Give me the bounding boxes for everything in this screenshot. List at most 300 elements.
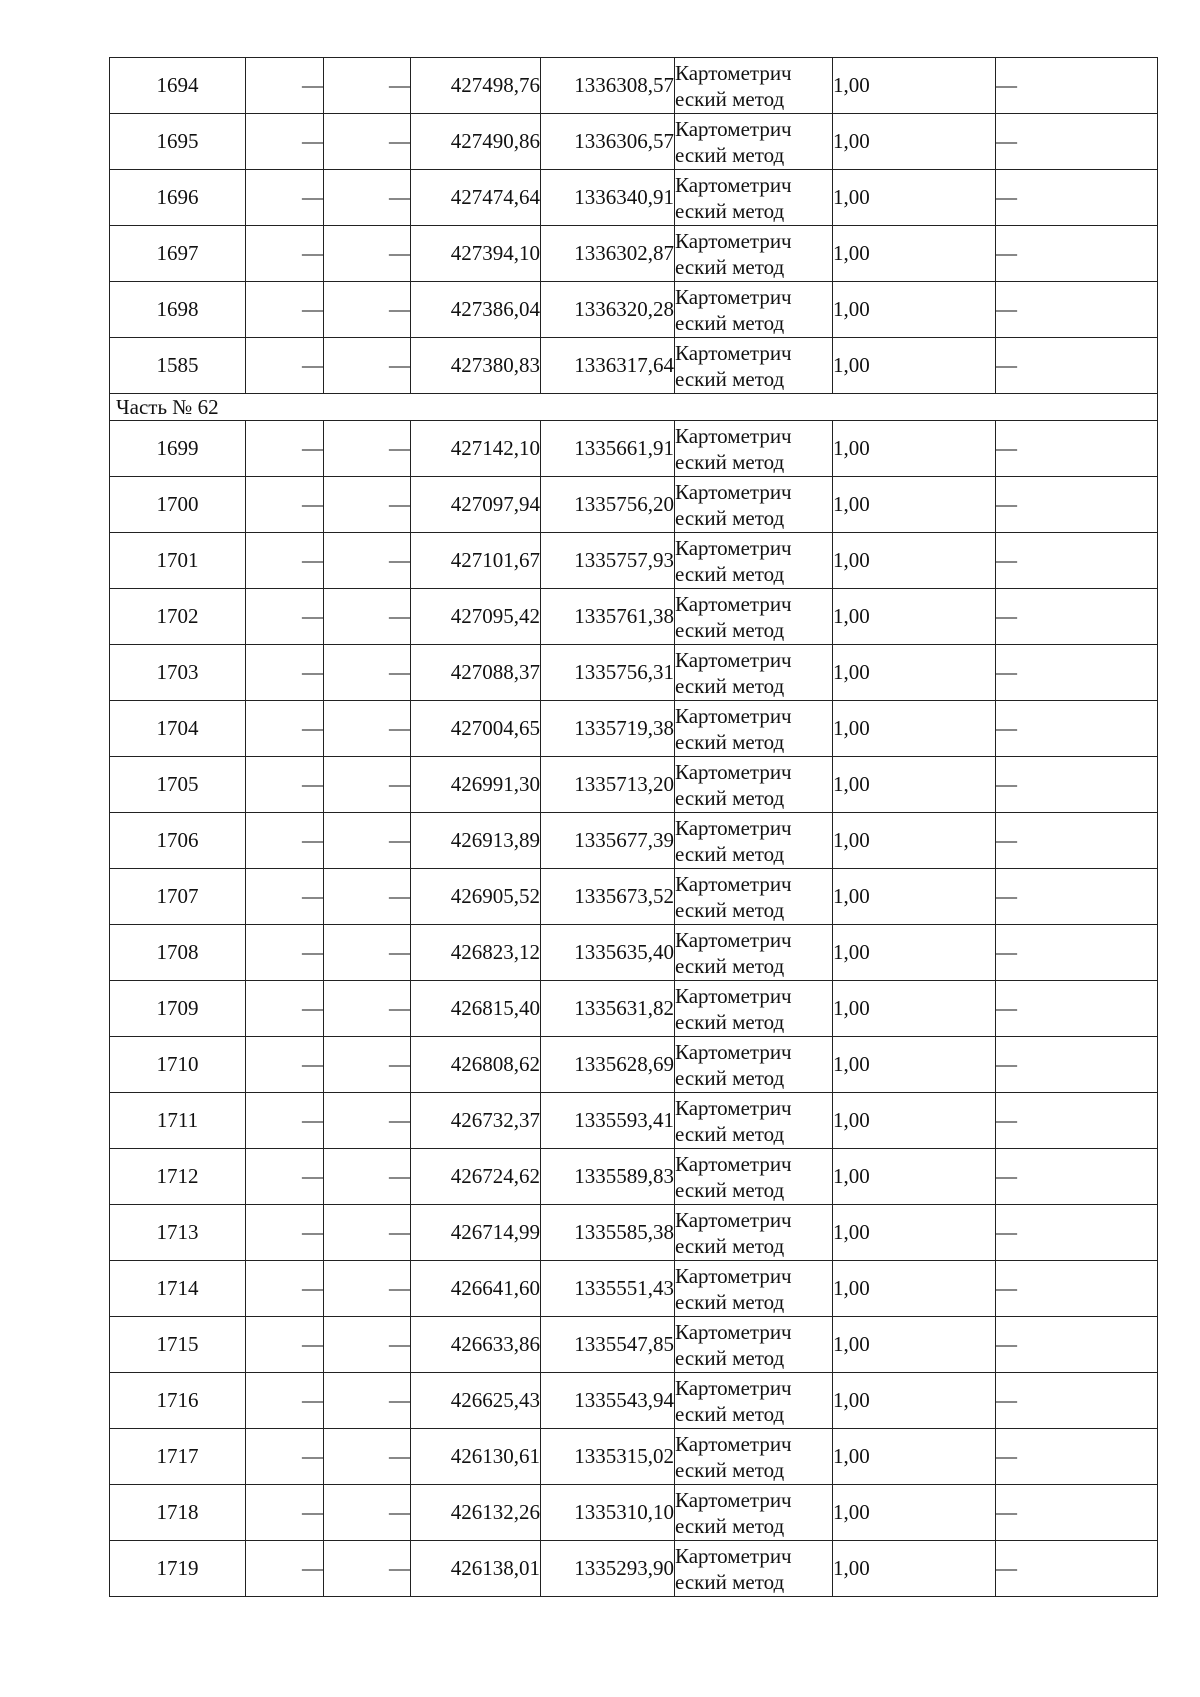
description-cell: — — [996, 226, 1158, 282]
old-x-cell: — — [246, 1149, 324, 1205]
old-x-cell: — — [246, 226, 324, 282]
old-x-cell: — — [246, 589, 324, 645]
old-y-cell: — — [324, 58, 411, 114]
new-x-cell: 427004,65 — [411, 701, 541, 757]
method-cell — [675, 701, 833, 757]
point-number: 1712 — [110, 1149, 246, 1205]
method-cell — [675, 1037, 833, 1093]
point-number: 1585 — [110, 338, 246, 394]
old-y-cell: — — [324, 1093, 411, 1149]
new-y-cell: 1335547,85 — [541, 1317, 675, 1373]
new-x-cell: 426991,30 — [411, 757, 541, 813]
method-line-2: еский метод — [675, 617, 785, 642]
point-number: 1700 — [110, 477, 246, 533]
new-y-cell: 1335310,10 — [541, 1485, 675, 1541]
method-line-2: еский метод — [675, 366, 785, 391]
new-x-cell: 427498,76 — [411, 58, 541, 114]
table-row — [110, 58, 1158, 114]
error-cell: 1,00 — [833, 1037, 996, 1093]
method-line-2: еский метод — [675, 1513, 785, 1538]
point-number: 1710 — [110, 1037, 246, 1093]
method-line-2: еский метод — [675, 1009, 785, 1034]
old-y-cell: — — [324, 226, 411, 282]
description-cell: — — [996, 338, 1158, 394]
new-x-cell: 427095,42 — [411, 589, 541, 645]
new-y-cell: 1335593,41 — [541, 1093, 675, 1149]
method-line-1: Картометрич — [675, 340, 792, 365]
method-line-2: еский метод — [675, 841, 785, 866]
error-cell: 1,00 — [833, 1541, 996, 1597]
method-line-2: еский метод — [675, 310, 785, 335]
description-cell: — — [996, 813, 1158, 869]
old-x-cell: — — [246, 170, 324, 226]
old-x-cell: — — [246, 282, 324, 338]
method-line-2: еский метод — [675, 1233, 785, 1258]
method-cell — [675, 1541, 833, 1597]
description-cell: — — [996, 1093, 1158, 1149]
error-cell: 1,00 — [833, 1205, 996, 1261]
error-cell: 1,00 — [833, 114, 996, 170]
new-x-cell: 426625,43 — [411, 1373, 541, 1429]
new-x-cell: 426724,62 — [411, 1149, 541, 1205]
new-y-cell: 1335673,52 — [541, 869, 675, 925]
table-row — [110, 589, 1158, 645]
point-number: 1717 — [110, 1429, 246, 1485]
method-line-1: Картометрич — [675, 423, 792, 448]
error-cell: 1,00 — [833, 58, 996, 114]
table-row — [110, 226, 1158, 282]
new-x-cell: 427142,10 — [411, 421, 541, 477]
method-cell — [675, 981, 833, 1037]
description-cell: — — [996, 757, 1158, 813]
point-number: 1698 — [110, 282, 246, 338]
new-x-cell: 426641,60 — [411, 1261, 541, 1317]
point-number: 1695 — [110, 114, 246, 170]
method-line-1: Картометрич — [675, 172, 792, 197]
table-row — [110, 1317, 1158, 1373]
method-cell — [675, 1317, 833, 1373]
new-y-cell: 1335628,69 — [541, 1037, 675, 1093]
new-y-cell: 1335315,02 — [541, 1429, 675, 1485]
point-number: 1705 — [110, 757, 246, 813]
method-line-1: Картометрич — [675, 1487, 792, 1512]
new-x-cell: 426905,52 — [411, 869, 541, 925]
error-cell: 1,00 — [833, 645, 996, 701]
method-line-2: еский метод — [675, 1569, 785, 1594]
point-number: 1703 — [110, 645, 246, 701]
method-cell — [675, 226, 833, 282]
method-line-2: еский метод — [675, 198, 785, 223]
old-x-cell: — — [246, 645, 324, 701]
old-x-cell: — — [246, 421, 324, 477]
old-x-cell: — — [246, 1037, 324, 1093]
point-number: 1713 — [110, 1205, 246, 1261]
old-y-cell: — — [324, 282, 411, 338]
method-cell — [675, 589, 833, 645]
old-y-cell: — — [324, 1037, 411, 1093]
new-x-cell: 426815,40 — [411, 981, 541, 1037]
error-cell: 1,00 — [833, 813, 996, 869]
old-x-cell: — — [246, 1317, 324, 1373]
method-cell — [675, 1205, 833, 1261]
table-row — [110, 1429, 1158, 1485]
table-row — [110, 1261, 1158, 1317]
method-cell — [675, 282, 833, 338]
point-number: 1709 — [110, 981, 246, 1037]
error-cell: 1,00 — [833, 757, 996, 813]
error-cell: 1,00 — [833, 925, 996, 981]
method-line-2: еский метод — [675, 1121, 785, 1146]
new-y-cell: 1335585,38 — [541, 1205, 675, 1261]
error-cell: 1,00 — [833, 1093, 996, 1149]
new-x-cell: 426913,89 — [411, 813, 541, 869]
description-cell: — — [996, 925, 1158, 981]
table-row — [110, 338, 1158, 394]
point-number: 1714 — [110, 1261, 246, 1317]
method-line-1: Картометрич — [675, 1431, 792, 1456]
point-number: 1715 — [110, 1317, 246, 1373]
method-line-2: еский метод — [675, 953, 785, 978]
table-row — [110, 1149, 1158, 1205]
error-cell: 1,00 — [833, 226, 996, 282]
old-x-cell: — — [246, 1541, 324, 1597]
new-x-cell: 427101,67 — [411, 533, 541, 589]
point-number: 1697 — [110, 226, 246, 282]
point-number: 1718 — [110, 1485, 246, 1541]
old-y-cell: — — [324, 925, 411, 981]
method-line-2: еский метод — [675, 86, 785, 111]
method-line-2: еский метод — [675, 673, 785, 698]
description-cell: — — [996, 589, 1158, 645]
table-row — [110, 170, 1158, 226]
table-row — [110, 925, 1158, 981]
old-y-cell: — — [324, 981, 411, 1037]
old-y-cell: — — [324, 421, 411, 477]
old-y-cell: — — [324, 1373, 411, 1429]
point-number: 1704 — [110, 701, 246, 757]
old-y-cell: — — [324, 477, 411, 533]
old-x-cell: — — [246, 1485, 324, 1541]
method-line-2: еский метод — [675, 1401, 785, 1426]
old-y-cell: — — [324, 1149, 411, 1205]
method-line-1: Картометрич — [675, 1095, 792, 1120]
method-line-2: еский метод — [675, 1289, 785, 1314]
new-x-cell: 427394,10 — [411, 226, 541, 282]
method-cell — [675, 1093, 833, 1149]
old-y-cell: — — [324, 757, 411, 813]
old-y-cell: — — [324, 533, 411, 589]
method-cell — [675, 1373, 833, 1429]
method-cell — [675, 421, 833, 477]
method-line-1: Картометрич — [675, 1543, 792, 1568]
old-y-cell: — — [324, 813, 411, 869]
method-line-1: Картометрич — [675, 591, 792, 616]
error-cell: 1,00 — [833, 1373, 996, 1429]
error-cell: 1,00 — [833, 170, 996, 226]
error-cell: 1,00 — [833, 1317, 996, 1373]
old-x-cell: — — [246, 1261, 324, 1317]
description-cell: — — [996, 1485, 1158, 1541]
method-line-1: Картометрич — [675, 479, 792, 504]
method-cell — [675, 533, 833, 589]
method-line-1: Картометрич — [675, 983, 792, 1008]
method-line-2: еский метод — [675, 729, 785, 754]
method-cell — [675, 114, 833, 170]
method-line-2: еский метод — [675, 561, 785, 586]
description-cell: — — [996, 170, 1158, 226]
new-x-cell: 427474,64 — [411, 170, 541, 226]
new-y-cell: 1335713,20 — [541, 757, 675, 813]
new-y-cell: 1335543,94 — [541, 1373, 675, 1429]
old-x-cell: — — [246, 1093, 324, 1149]
description-cell: — — [996, 869, 1158, 925]
table-row — [110, 282, 1158, 338]
point-number: 1699 — [110, 421, 246, 477]
error-cell: 1,00 — [833, 1485, 996, 1541]
table-row — [110, 1205, 1158, 1261]
new-y-cell: 1335661,91 — [541, 421, 675, 477]
old-x-cell: — — [246, 1205, 324, 1261]
method-line-1: Картометрич — [675, 1207, 792, 1232]
error-cell: 1,00 — [833, 421, 996, 477]
error-cell: 1,00 — [833, 869, 996, 925]
error-cell: 1,00 — [833, 1429, 996, 1485]
point-number: 1708 — [110, 925, 246, 981]
error-cell: 1,00 — [833, 589, 996, 645]
description-cell: — — [996, 58, 1158, 114]
error-cell: 1,00 — [833, 981, 996, 1037]
old-y-cell: — — [324, 1261, 411, 1317]
old-y-cell: — — [324, 701, 411, 757]
old-y-cell: — — [324, 1541, 411, 1597]
error-cell: 1,00 — [833, 282, 996, 338]
new-y-cell: 1335757,93 — [541, 533, 675, 589]
new-y-cell: 1336317,64 — [541, 338, 675, 394]
new-x-cell: 426130,61 — [411, 1429, 541, 1485]
point-number: 1706 — [110, 813, 246, 869]
method-cell — [675, 1149, 833, 1205]
new-y-cell: 1336306,57 — [541, 114, 675, 170]
method-line-2: еский метод — [675, 1177, 785, 1202]
old-y-cell: — — [324, 1317, 411, 1373]
table-row — [110, 1541, 1158, 1597]
method-line-1: Картометрич — [675, 1039, 792, 1064]
method-line-1: Картометрич — [675, 1319, 792, 1344]
old-y-cell: — — [324, 1485, 411, 1541]
description-cell: — — [996, 701, 1158, 757]
error-cell: 1,00 — [833, 533, 996, 589]
table-row — [110, 1037, 1158, 1093]
table-row — [110, 421, 1158, 477]
old-x-cell: — — [246, 477, 324, 533]
point-number: 1716 — [110, 1373, 246, 1429]
point-number: 1696 — [110, 170, 246, 226]
new-x-cell: 426132,26 — [411, 1485, 541, 1541]
new-y-cell: 1335677,39 — [541, 813, 675, 869]
point-number: 1711 — [110, 1093, 246, 1149]
method-line-1: Картометрич — [675, 815, 792, 840]
description-cell: — — [996, 1429, 1158, 1485]
method-cell — [675, 757, 833, 813]
description-cell: — — [996, 1205, 1158, 1261]
description-cell: — — [996, 1149, 1158, 1205]
old-x-cell: — — [246, 701, 324, 757]
new-x-cell: 426732,37 — [411, 1093, 541, 1149]
method-line-1: Картометрич — [675, 1375, 792, 1400]
table-row — [110, 701, 1158, 757]
error-cell: 1,00 — [833, 338, 996, 394]
point-number: 1719 — [110, 1541, 246, 1597]
old-x-cell: — — [246, 114, 324, 170]
method-cell — [675, 869, 833, 925]
method-line-1: Картометрич — [675, 759, 792, 784]
error-cell: 1,00 — [833, 477, 996, 533]
point-number: 1701 — [110, 533, 246, 589]
old-x-cell: — — [246, 813, 324, 869]
new-y-cell: 1336302,87 — [541, 226, 675, 282]
method-cell — [675, 170, 833, 226]
method-line-1: Картометрич — [675, 927, 792, 952]
new-y-cell: 1336308,57 — [541, 58, 675, 114]
method-cell — [675, 477, 833, 533]
table-row — [110, 813, 1158, 869]
description-cell: — — [996, 477, 1158, 533]
new-y-cell: 1335551,43 — [541, 1261, 675, 1317]
new-x-cell: 427490,86 — [411, 114, 541, 170]
method-line-2: еский метод — [675, 449, 785, 474]
description-cell: — — [996, 1373, 1158, 1429]
description-cell: — — [996, 421, 1158, 477]
new-x-cell: 427380,83 — [411, 338, 541, 394]
description-cell: — — [996, 1261, 1158, 1317]
method-line-1: Картометрич — [675, 228, 792, 253]
method-line-2: еский метод — [675, 1065, 785, 1090]
old-y-cell: — — [324, 589, 411, 645]
part-header-row — [110, 394, 1158, 421]
new-y-cell: 1335589,83 — [541, 1149, 675, 1205]
method-cell — [675, 338, 833, 394]
new-y-cell: 1335756,31 — [541, 645, 675, 701]
description-cell: — — [996, 533, 1158, 589]
new-x-cell: 427097,94 — [411, 477, 541, 533]
description-cell: — — [996, 282, 1158, 338]
table-body — [110, 58, 1158, 1597]
description-cell: — — [996, 114, 1158, 170]
old-y-cell: — — [324, 170, 411, 226]
error-cell: 1,00 — [833, 701, 996, 757]
new-x-cell: 426823,12 — [411, 925, 541, 981]
old-y-cell: — — [324, 338, 411, 394]
old-x-cell: — — [246, 533, 324, 589]
old-y-cell: — — [324, 1429, 411, 1485]
method-line-1: Картометрич — [675, 535, 792, 560]
old-x-cell: — — [246, 1373, 324, 1429]
description-cell: — — [996, 1037, 1158, 1093]
description-cell: — — [996, 645, 1158, 701]
point-number: 1702 — [110, 589, 246, 645]
old-x-cell: — — [246, 925, 324, 981]
method-line-1: Картометрич — [675, 703, 792, 728]
new-y-cell: 1336340,91 — [541, 170, 675, 226]
method-line-1: Картометрич — [675, 1263, 792, 1288]
point-number: 1707 — [110, 869, 246, 925]
method-line-1: Картометрич — [675, 116, 792, 141]
table-row — [110, 869, 1158, 925]
new-x-cell: 426633,86 — [411, 1317, 541, 1373]
method-line-2: еский метод — [675, 897, 785, 922]
method-line-2: еский метод — [675, 142, 785, 167]
table-row — [110, 1373, 1158, 1429]
error-cell: 1,00 — [833, 1261, 996, 1317]
old-x-cell: — — [246, 869, 324, 925]
method-cell — [675, 645, 833, 701]
method-line-2: еский метод — [675, 505, 785, 530]
table-row — [110, 981, 1158, 1037]
method-line-2: еский метод — [675, 1345, 785, 1370]
description-cell: — — [996, 1317, 1158, 1373]
old-y-cell: — — [324, 1205, 411, 1261]
new-x-cell: 426138,01 — [411, 1541, 541, 1597]
method-line-1: Картометрич — [675, 60, 792, 85]
new-y-cell: 1335635,40 — [541, 925, 675, 981]
table-row — [110, 1093, 1158, 1149]
error-cell: 1,00 — [833, 1149, 996, 1205]
coordinates-table — [109, 57, 1158, 1597]
new-y-cell: 1335293,90 — [541, 1541, 675, 1597]
method-line-2: еский метод — [675, 785, 785, 810]
new-x-cell: 427386,04 — [411, 282, 541, 338]
old-x-cell: — — [246, 981, 324, 1037]
method-cell — [675, 1485, 833, 1541]
method-cell — [675, 813, 833, 869]
new-y-cell: 1335756,20 — [541, 477, 675, 533]
method-line-1: Картометрич — [675, 871, 792, 896]
method-cell — [675, 1429, 833, 1485]
method-cell — [675, 1261, 833, 1317]
new-x-cell: 426714,99 — [411, 1205, 541, 1261]
new-y-cell: 1335761,38 — [541, 589, 675, 645]
new-x-cell: 427088,37 — [411, 645, 541, 701]
method-line-1: Картометрич — [675, 1151, 792, 1176]
table-row — [110, 114, 1158, 170]
point-number: 1694 — [110, 58, 246, 114]
new-y-cell: 1335631,82 — [541, 981, 675, 1037]
old-y-cell: — — [324, 114, 411, 170]
new-y-cell: 1336320,28 — [541, 282, 675, 338]
old-x-cell: — — [246, 58, 324, 114]
method-line-2: еский метод — [675, 1457, 785, 1482]
part-label: Часть № 62 — [110, 394, 1158, 421]
old-y-cell: — — [324, 869, 411, 925]
new-x-cell: 426808,62 — [411, 1037, 541, 1093]
table-row — [110, 533, 1158, 589]
description-cell: — — [996, 1541, 1158, 1597]
method-line-1: Картометрич — [675, 647, 792, 672]
method-cell — [675, 58, 833, 114]
table-row — [110, 477, 1158, 533]
method-line-2: еский метод — [675, 254, 785, 279]
old-x-cell: — — [246, 1429, 324, 1485]
old-x-cell: — — [246, 757, 324, 813]
old-y-cell: — — [324, 645, 411, 701]
description-cell: — — [996, 981, 1158, 1037]
table-row — [110, 645, 1158, 701]
table-row — [110, 757, 1158, 813]
new-y-cell: 1335719,38 — [541, 701, 675, 757]
method-cell — [675, 925, 833, 981]
method-line-1: Картометрич — [675, 284, 792, 309]
table-row — [110, 1485, 1158, 1541]
